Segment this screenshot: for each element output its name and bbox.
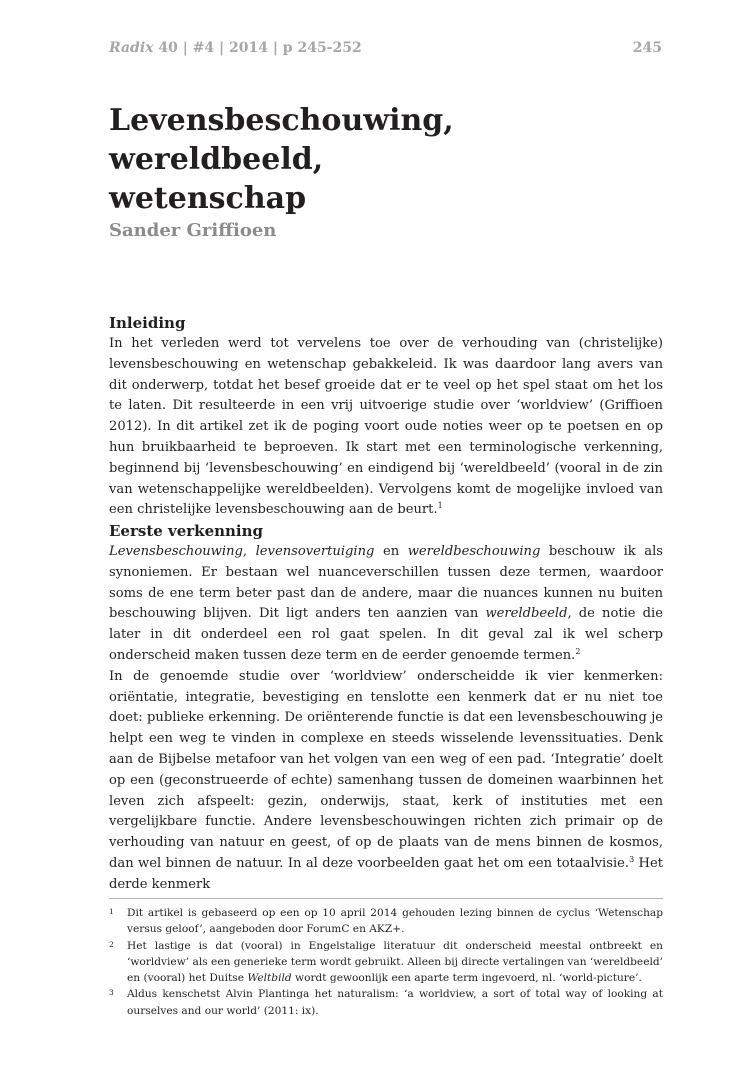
footnote-1 xyxy=(109,905,663,938)
section-intro xyxy=(109,312,663,521)
footnote-ref-1: 1 xyxy=(437,501,443,511)
article-title xyxy=(109,101,669,218)
footnote-number: 2 xyxy=(109,939,114,949)
term-levensbeschouwing: Levensbeschouwing xyxy=(109,544,243,559)
sep-b: en xyxy=(374,544,408,559)
title-line-1: Levensbeschouwing, wereldbeeld, xyxy=(109,103,454,177)
running-header xyxy=(109,40,662,56)
journal-citation xyxy=(109,40,362,56)
footnote-number: 3 xyxy=(109,988,114,998)
footnote-2 xyxy=(109,938,663,987)
footnote-text xyxy=(127,938,663,987)
p2-text-a: In de genoemde studie over ‘worldview’ onderscheidde ik vier kenmerken: oriëntatie, integratie, bevestiging en tenslotte een kenmerk dat er nu niet toe doet: publieke erkenning. De oriënterende functie is dat een levensbeschouwing je helpt een weg te vinden in complexe en steeds wisselende levenssituaties. Denk aan de Bijbelse metafoor van het volgen van een weg of een pad. ‘Integratie’ doelt op een (geconstrueerde of echte) samenhang tussen de domeinen waarbinnen het leven zich afspeelt: gezin, onderwijs, staat, kerk of instituties met een vergelijkbare functie. Andere levensbeschouwingen richten zich primair op de verhouding van natuur en geest, of op de plaats van de mens binnen de kosmos, dan wel binnen de natuur. In al deze voorbeelden gaat het om een totaalvisie. xyxy=(109,668,663,871)
footnotes xyxy=(109,898,663,1019)
issue-info: 40 | #4 | 2014 | p 245-252 xyxy=(153,40,362,56)
p2-text-b: Het derde kenmerk xyxy=(109,855,663,892)
footnote-ref-2: 2 xyxy=(575,646,581,656)
author-name: Sander Griffioen xyxy=(109,220,277,241)
footnote-ref-3: 3 xyxy=(629,854,635,864)
title-line-2: wetenschap xyxy=(109,181,307,216)
footnote-text: Aldus kenschetst Alvin Plantinga het naturalism: ‘a worldview, a sort of total way of looking at ourselves and our world’ (2011: ix). xyxy=(127,988,663,1017)
intro-paragraph xyxy=(109,334,663,521)
section-heading-intro: Inleiding xyxy=(109,314,186,332)
term-wereldbeeld: wereldbeeld xyxy=(485,606,568,622)
p1-text-a: beschouw ik als synoniemen. Er bestaan wel nuanceverschillen tussen deze termen, waardoor soms de ene term beter past dan de andere, maar die nuances kunnen nu buiten beschouwing blijven. Dit ligt anders ten aanzien van xyxy=(109,544,663,622)
footnote-2-text-b: wordt gewoonlijk een aparte term ingevoerd, nl. ‘world-picture’. xyxy=(291,972,642,985)
page-number: 245 xyxy=(632,40,662,56)
term-weltbild: Weltbild xyxy=(247,972,292,985)
term-wereldbeschouwing: wereldbeschouwing xyxy=(407,544,541,559)
footnote-text: Dit artikel is gebaseerd op een op 10 april 2014 gehouden lezing binnen de cyclus ‘Wetenschap versus geloof’, aangeboden door ForumC en AKZ+. xyxy=(127,907,663,936)
intro-text: In het verleden werd tot vervelens toe over de verhouding van (christelijke) levensbeschouwing en wetenschap gebakkeleid. Ik was daardoor lang avers van dit onderwerp, totdat het besef groeide dat er te veel op het spel staat om het los te laten. Dit resulteerde in een vrij uitvoerige studie over ‘worldview’ (Griffioen 2012). In dit artikel zet ik de poging voort oude noties weer op te poetsen en op hun bruikbaarheid te beproeven. Ik start met een terminologische verkenning, beginnend bij ‘levensbeschouwing’ en eindigend bij ‘wereldbeeld’ (vooral in de zin van wetenschappelijke wereldbeelden). Vervolgens komt de mogelijke invloed van een christelijke levensbeschouwing aan de beurt. xyxy=(109,336,663,518)
footnote-number: 1 xyxy=(109,907,114,916)
p1-text-b: , de notie die later in dit onderdeel een rol gaat spelen. In dit geval zal ik wel scherp onderscheid maken tussen deze term en de eerder genoemde termen. xyxy=(109,606,663,663)
footnote-2-text-a: Het lastige is dat (vooral) in Engelstalige literatuur dit onderscheid meestal ontbreekt en ‘worldview’ als een generieke term wordt gebruikt. Alleen bij directe vertalingen van ‘wereldbeeld’ en (vooral) het Duitse xyxy=(127,939,663,985)
journal-name: Radix xyxy=(109,40,154,56)
first-paragraph-1 xyxy=(109,542,663,667)
footnote-3 xyxy=(109,986,663,1019)
first-paragraph-2 xyxy=(109,667,663,896)
sep-a: , xyxy=(242,544,256,559)
section-heading-first: Eerste verkenning xyxy=(109,522,264,540)
section-first xyxy=(109,520,663,896)
term-levensovertuiging: levensovertuiging xyxy=(255,544,375,559)
